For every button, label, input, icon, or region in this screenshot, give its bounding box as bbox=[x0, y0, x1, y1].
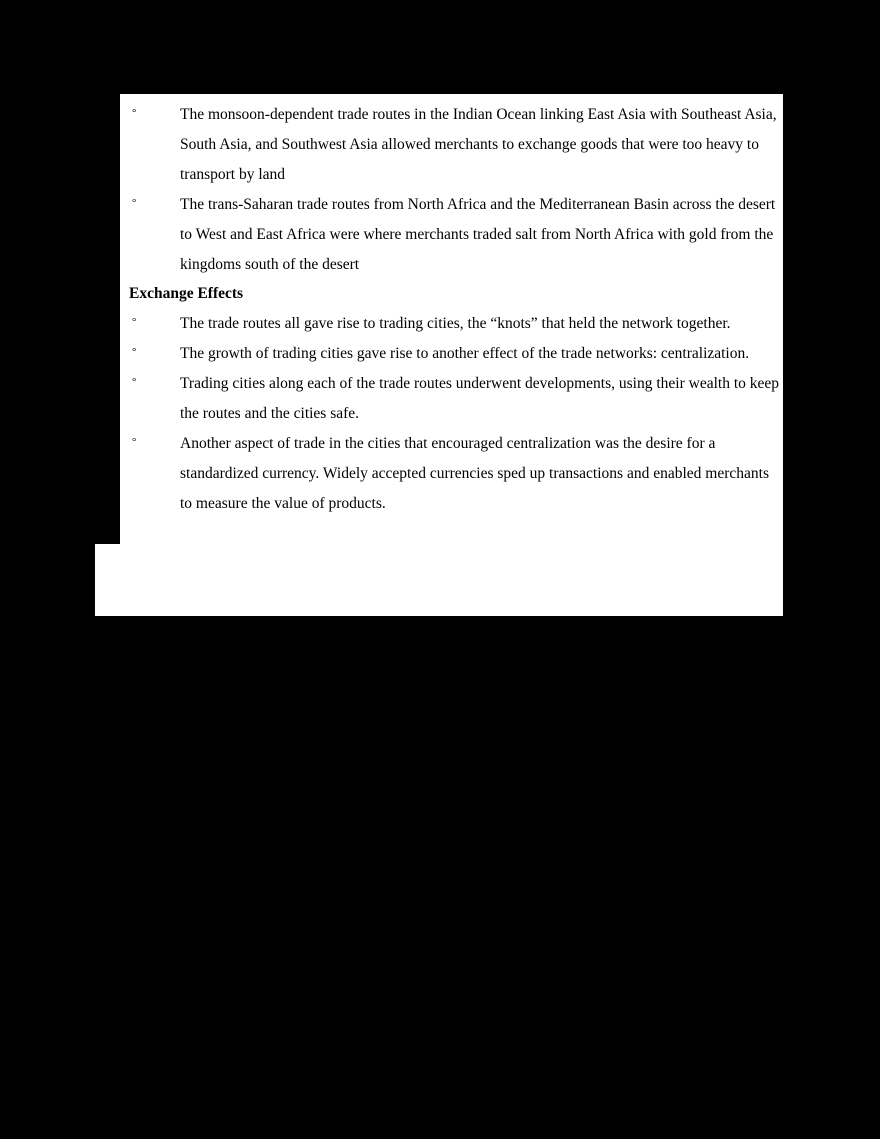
list-item-text: The trans-Saharan trade routes from North Africa and the Mediterranean Basin across the desert to West and East Africa were where merchants traded salt from North Africa with gold from the kingdoms south of the desert bbox=[180, 196, 776, 273]
list-item bbox=[120, 190, 783, 280]
page-left-black-strip bbox=[95, 278, 120, 544]
list-item bbox=[120, 309, 783, 339]
document-content bbox=[120, 94, 783, 554]
bullet-marker-icon: ° bbox=[132, 376, 137, 388]
list-item-text: The trade routes all gave rise to trading cities, the “knots” that held the network together. bbox=[180, 315, 731, 332]
bullet-marker-icon: ° bbox=[132, 316, 137, 328]
list-item-text: Trading cities along each of the trade routes underwent developments, using their wealth to keep the routes and the cities safe. bbox=[180, 375, 780, 422]
list-item-text: Another aspect of trade in the cities that encouraged centralization was the desire for a standardized currency. Widely accepted currencies sped up transactions and enabled merchants to measure the value of products. bbox=[180, 435, 769, 512]
exchange-effects-bullet-list bbox=[120, 309, 783, 519]
bullet-marker-icon: ° bbox=[132, 436, 137, 448]
list-item-text: The growth of trading cities gave rise to another effect of the trade networks: centralization. bbox=[180, 345, 750, 362]
paper-sheet-bottom-band bbox=[95, 544, 783, 616]
list-item-text: The monsoon-dependent trade routes in the Indian Ocean linking East Asia with Southeast Asia, South Asia, and Southwest Asia allowed merchants to exchange goods that were too heavy to transport by land bbox=[180, 106, 777, 183]
bullet-marker-icon: ° bbox=[132, 107, 137, 119]
list-item bbox=[120, 429, 783, 519]
list-item bbox=[120, 369, 783, 429]
section-heading: Exchange Effects bbox=[129, 285, 244, 302]
top-bullet-list bbox=[120, 100, 783, 280]
list-item bbox=[120, 100, 783, 190]
bullet-marker-icon: ° bbox=[132, 346, 137, 358]
list-item bbox=[120, 339, 783, 369]
bullet-marker-icon: ° bbox=[132, 197, 137, 209]
